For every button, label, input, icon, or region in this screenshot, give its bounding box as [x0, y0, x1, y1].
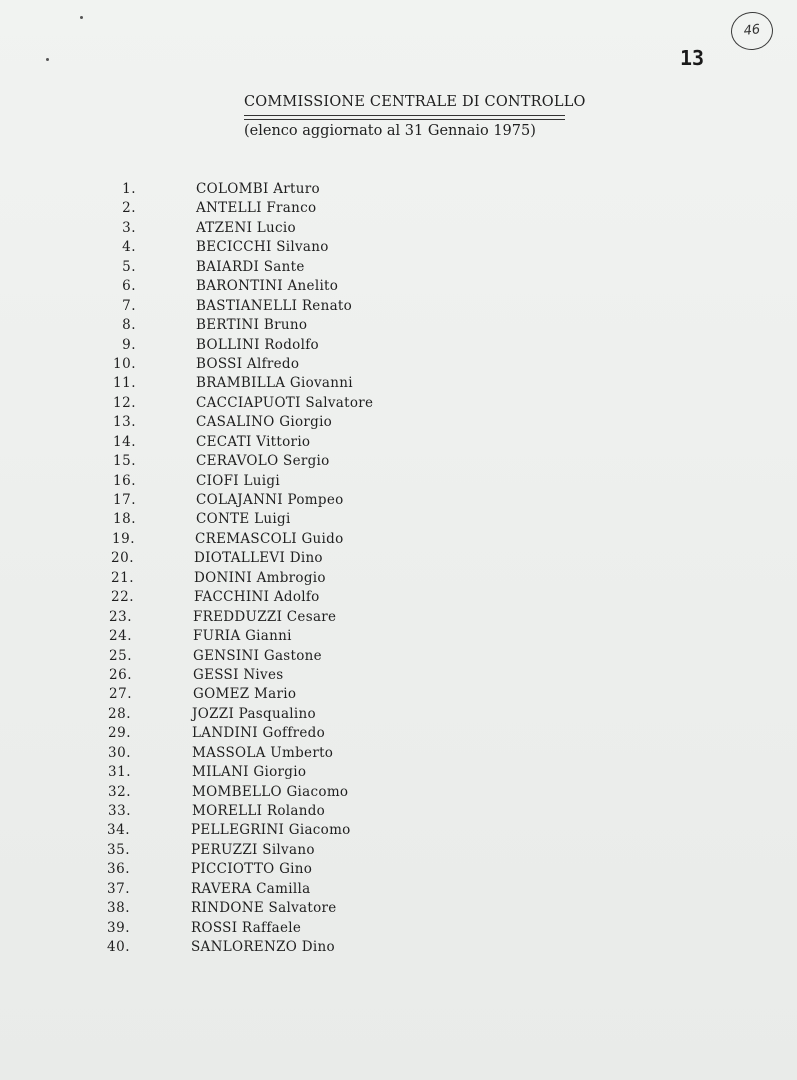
member-name: COLOMBI Arturo: [196, 181, 320, 197]
member-name: SANLORENZO Dino: [191, 939, 335, 956]
list-item: [0, 395, 797, 414]
list-item: [0, 200, 797, 219]
title-double-underline: [244, 115, 565, 120]
list-item: [0, 881, 797, 900]
member-number: 38.: [107, 900, 130, 917]
member-number: 28.: [108, 705, 131, 722]
member-number: 6.: [122, 278, 136, 295]
member-name: JOZZI Pasqualino: [192, 705, 316, 722]
list-item: [0, 220, 797, 239]
member-name: PELLEGRINI Giacomo: [191, 822, 351, 839]
list-item: [0, 745, 797, 764]
list-item: [0, 550, 797, 569]
member-name: LANDINI Goffredo: [192, 725, 326, 742]
handwritten-page-mark: 46: [729, 10, 775, 52]
member-name: MOMBELLO Giacomo: [192, 783, 349, 800]
member-number: 34.: [107, 822, 130, 839]
list-item: [0, 686, 797, 705]
page-number: 13: [680, 46, 705, 70]
member-number: 3.: [122, 219, 136, 236]
member-number: 12.: [113, 394, 136, 411]
list-item: [0, 570, 797, 589]
member-name: ATZENI Lucio: [196, 219, 296, 236]
member-name: BARONTINI Anelito: [196, 278, 339, 295]
member-name: CECATI Vittorio: [196, 433, 311, 450]
list-item: [0, 589, 797, 608]
member-number: 17.: [113, 492, 136, 508]
member-name: MASSOLA Umberto: [192, 744, 334, 761]
member-number: 18.: [113, 511, 136, 528]
member-number: 10.: [113, 355, 136, 372]
list-item: [0, 706, 797, 725]
member-number: 5.: [122, 258, 136, 275]
member-name: PICCIOTTO Gino: [191, 861, 313, 878]
member-name: FREDDUZZI Cesare: [193, 608, 337, 625]
member-name: CERAVOLO Sergio: [196, 453, 330, 470]
member-name: BECICCHI Silvano: [196, 239, 329, 256]
list-item: [0, 648, 797, 667]
list-item: [0, 356, 797, 375]
member-name: DONINI Ambrogio: [194, 569, 326, 586]
member-number: 37.: [107, 880, 130, 897]
member-name: CACCIAPUOTI Salvatore: [196, 394, 374, 411]
member-name: BERTINI Bruno: [196, 317, 308, 334]
member-number: 15.: [113, 453, 136, 470]
list-item: [0, 531, 797, 550]
member-number: 39.: [107, 919, 130, 936]
member-name: RAVERA Camilla: [191, 880, 311, 897]
member-name: BOLLINI Rodolfo: [196, 336, 319, 353]
list-item: [0, 900, 797, 919]
member-name: BAIARDI Sante: [196, 258, 305, 275]
member-number: 9.: [122, 336, 136, 353]
list-item: [0, 628, 797, 647]
list-item: [0, 434, 797, 453]
member-number: 23.: [109, 608, 132, 625]
list-item: [0, 298, 797, 317]
member-name: MORELLI Rolando: [192, 803, 326, 819]
member-number: 31.: [108, 764, 131, 781]
list-item: [0, 822, 797, 841]
list-item: [0, 842, 797, 861]
list-item: [0, 337, 797, 356]
member-number: 29.: [108, 725, 131, 742]
member-name: DIOTALLEVI Dino: [194, 550, 323, 567]
list-item: [0, 375, 797, 394]
list-item: [0, 920, 797, 939]
list-item: [0, 667, 797, 686]
member-number: 35.: [107, 841, 130, 858]
member-number: 8.: [122, 317, 136, 334]
list-item: [0, 181, 797, 200]
member-name: FURIA Gianni: [193, 628, 292, 645]
list-item: [0, 861, 797, 880]
member-name: ANTELLI Franco: [196, 200, 317, 217]
paper-speck: [46, 58, 49, 61]
member-number: 19.: [112, 530, 135, 547]
page-subtitle: (elenco aggiornato al 31 Gennaio 1975): [244, 123, 536, 139]
list-item: [0, 317, 797, 336]
member-name: BRAMBILLA Giovanni: [196, 375, 353, 392]
member-number: 40.: [107, 939, 130, 956]
list-item: [0, 473, 797, 492]
member-name: MILANI Giorgio: [192, 764, 307, 781]
list-item: [0, 784, 797, 803]
member-name: ROSSI Raffaele: [191, 919, 302, 936]
member-name: GOMEZ Mario: [193, 686, 297, 703]
member-name: CIOFI Luigi: [196, 472, 280, 489]
member-number: 30.: [108, 744, 131, 761]
list-item: [0, 725, 797, 744]
member-name: GESSI Nives: [193, 666, 284, 683]
member-name: BOSSI Alfredo: [196, 355, 300, 372]
list-item: [0, 278, 797, 297]
list-item: [0, 803, 797, 822]
member-number: 7.: [122, 297, 136, 314]
member-number: 32.: [108, 783, 131, 800]
list-item: [0, 939, 797, 958]
member-number: 21.: [111, 569, 134, 586]
member-number: 36.: [107, 861, 130, 878]
list-item: [0, 453, 797, 472]
member-list: [0, 181, 797, 959]
member-number: 33.: [108, 803, 131, 819]
member-number: 4.: [122, 239, 136, 256]
member-number: 16.: [113, 472, 136, 489]
list-item: [0, 492, 797, 511]
list-item: [0, 259, 797, 278]
member-number: 22.: [111, 589, 134, 606]
member-number: 2.: [122, 200, 136, 217]
paper-speck: [80, 16, 83, 19]
list-item: [0, 239, 797, 258]
member-number: 24.: [109, 628, 132, 645]
member-number: 26.: [109, 666, 132, 683]
member-name: FACCHINI Adolfo: [194, 589, 320, 606]
list-item: [0, 414, 797, 433]
member-number: 13.: [113, 414, 136, 431]
list-item: [0, 764, 797, 783]
page-title: COMMISSIONE CENTRALE DI CONTROLLO: [244, 94, 586, 110]
member-name: CASALINO Giorgio: [196, 414, 333, 431]
member-name: CREMASCOLI Guido: [195, 530, 344, 547]
list-item: [0, 511, 797, 530]
member-name: PERUZZI Silvano: [191, 841, 315, 858]
list-item: [0, 609, 797, 628]
member-name: RINDONE Salvatore: [191, 900, 337, 917]
member-number: 25.: [109, 647, 132, 664]
member-name: BASTIANELLI Renato: [196, 297, 353, 314]
member-number: 11.: [113, 375, 136, 392]
member-number: 27.: [109, 686, 132, 703]
member-name: GENSINI Gastone: [193, 647, 322, 664]
member-name: CONTE Luigi: [196, 511, 291, 528]
member-number: 14.: [113, 433, 136, 450]
member-number: 20.: [111, 550, 134, 567]
member-number: 1.: [122, 181, 136, 197]
member-name: COLAJANNI Pompeo: [196, 492, 344, 508]
